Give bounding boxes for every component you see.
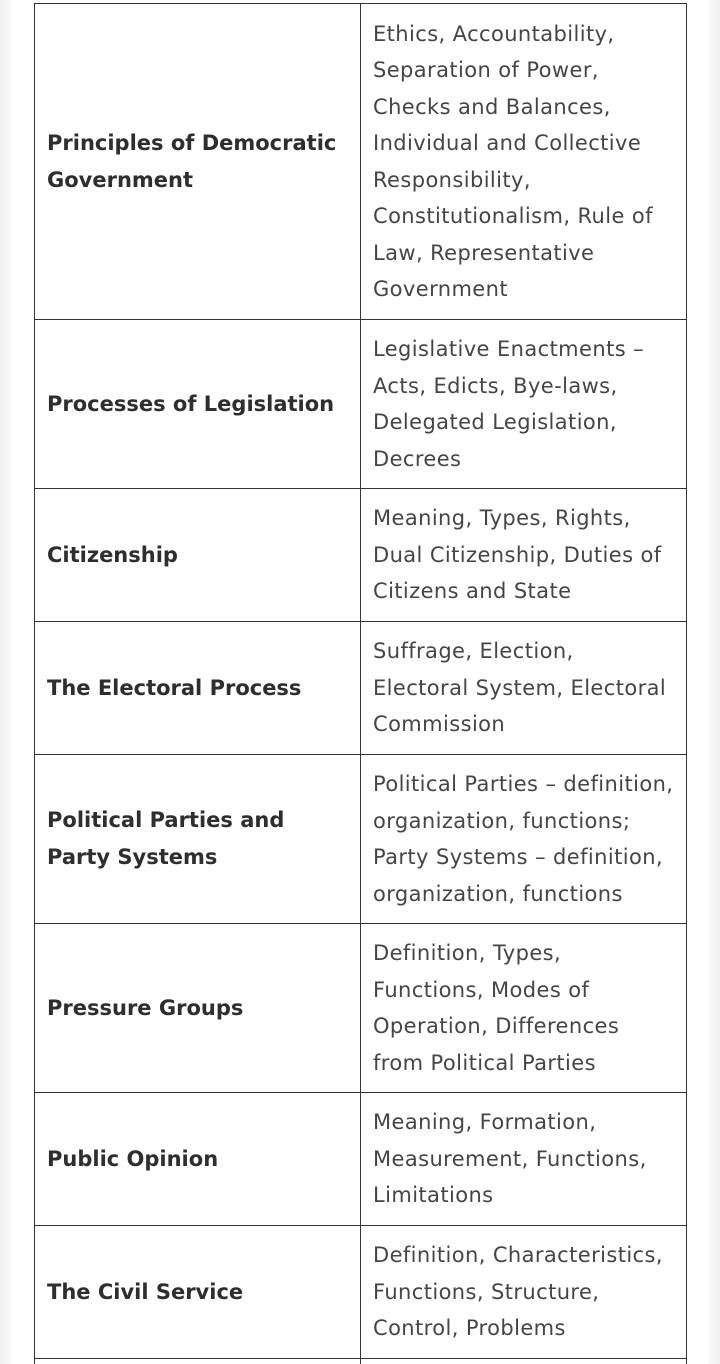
document-page	[12, 0, 708, 1364]
topic-label: The Civil Service	[47, 1279, 244, 1304]
topic-label: Processes of Legislation	[47, 391, 335, 416]
content-cell	[361, 1093, 687, 1226]
content-cell	[361, 1359, 687, 1364]
content-text: Meaning, Types, Rights, Dual Citizenship, Duties of Citizens and State	[373, 506, 662, 604]
table-row	[35, 1226, 687, 1359]
topic-label: Principles of Democratic Government	[47, 130, 337, 192]
content-cell	[361, 1226, 687, 1359]
content-text: Suffrage, Election, Electoral System, Electoral Commission	[373, 639, 667, 737]
table-row	[35, 4, 687, 320]
left-page-margin	[0, 0, 12, 1364]
topic-label: The Electoral Process	[47, 675, 302, 700]
table-row	[35, 489, 687, 622]
content-cell	[361, 924, 687, 1093]
topic-cell	[35, 1226, 361, 1359]
topic-cell	[35, 1359, 361, 1364]
content-text: Meaning, Formation, Measurement, Functions, Limitations	[373, 1110, 647, 1208]
content-text: Legislative Enactments – Acts, Edicts, Bye-laws, Delegated Legislation, Decrees	[373, 337, 645, 471]
right-page-margin	[708, 0, 720, 1364]
table-row	[35, 320, 687, 489]
table-row	[35, 1093, 687, 1226]
content-cell	[361, 320, 687, 489]
content-text: Political Parties – definition, organization, functions; Party Systems – definition, organization, functions	[373, 772, 674, 906]
topic-cell	[35, 4, 361, 320]
topic-cell	[35, 924, 361, 1093]
table-row-partial	[35, 1359, 687, 1364]
table-row	[35, 622, 687, 755]
topic-cell	[35, 320, 361, 489]
content-text: Definition, Types, Functions, Modes of Operation, Differences from Political Parties	[373, 941, 620, 1075]
content-text: Ethics, Accountability, Separation of Power, Checks and Balances, Individual and Collective Responsibility, Constitutionalism, Rule of Law, Representative Government	[373, 21, 653, 301]
content-cell	[361, 622, 687, 755]
table-row	[35, 755, 687, 924]
topic-cell	[35, 489, 361, 622]
topic-label: Political Parties and Party Systems	[47, 808, 285, 869]
content-cell	[361, 4, 687, 320]
content-cell	[361, 755, 687, 924]
topic-cell	[35, 622, 361, 755]
content-text: Definition, Characteristics, Functions, Structure, Control, Problems	[373, 1243, 663, 1341]
topic-label: Public Opinion	[47, 1146, 219, 1171]
table-row	[35, 924, 687, 1093]
syllabus-table	[34, 3, 687, 1364]
topic-cell	[35, 1093, 361, 1226]
content-cell	[361, 489, 687, 622]
topic-cell	[35, 755, 361, 924]
topic-label: Citizenship	[47, 542, 178, 567]
topic-label: Pressure Groups	[47, 995, 244, 1020]
